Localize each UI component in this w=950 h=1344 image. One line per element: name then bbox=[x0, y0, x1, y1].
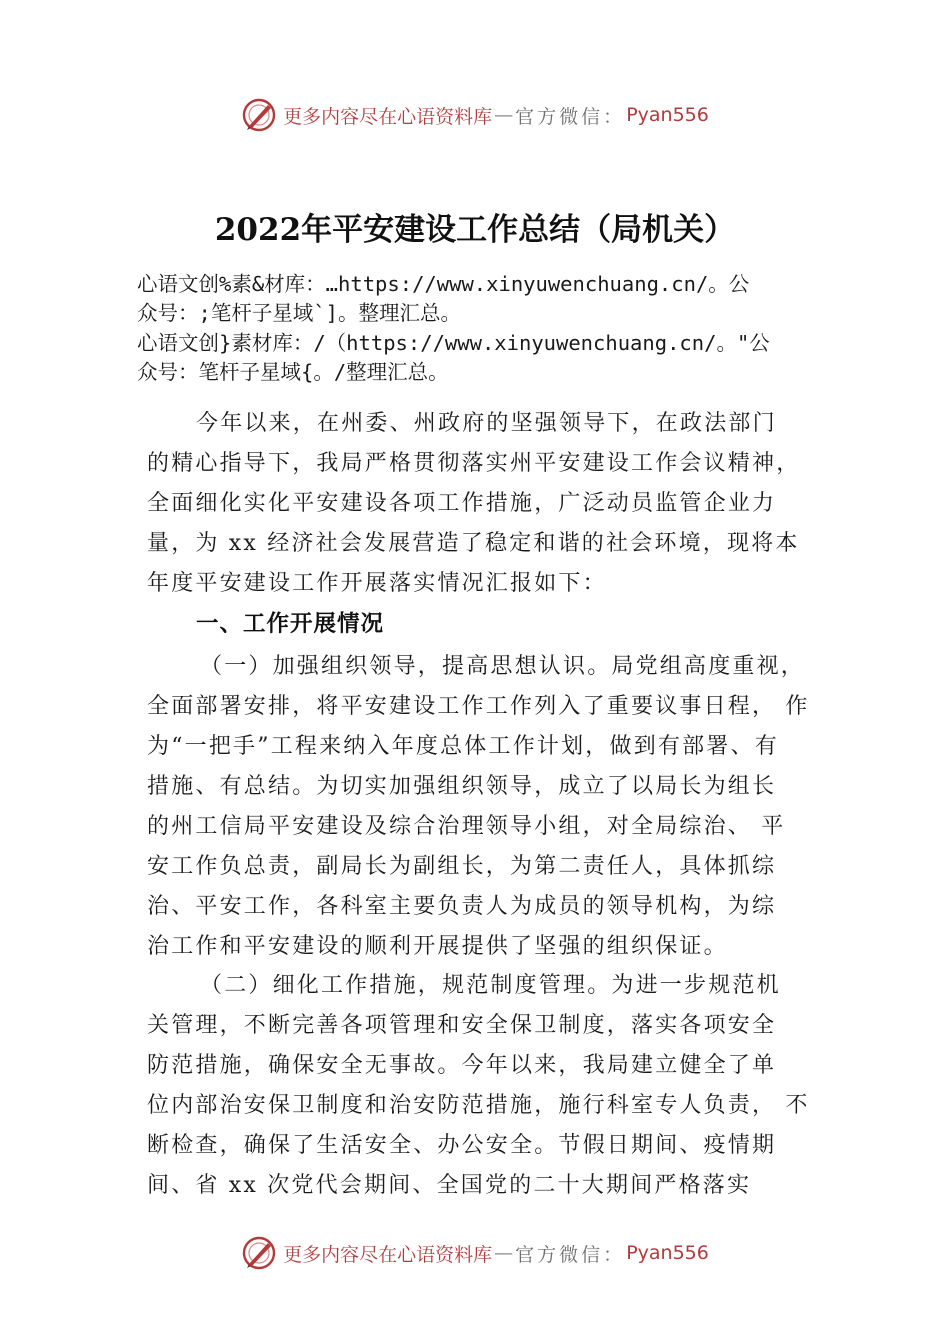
para2-line: 防范措施，确保安全无事故。今年以来，我局建立健全了单 bbox=[147, 1053, 777, 1078]
intro-line: 年度平安建设工作开展落实情况汇报如下： bbox=[147, 571, 607, 596]
para1-line: （一）加强组织领导，提高思想认识。局党组高度重视， bbox=[200, 654, 806, 679]
banner-colon: ： bbox=[603, 105, 623, 128]
banner-wechat-id: Pyan556 bbox=[626, 1242, 709, 1264]
footer-watermark-banner bbox=[0, 1233, 950, 1273]
para1-line: 的州工信局平安建设及综合治理领导小组，对全局综治、 平 bbox=[147, 814, 786, 839]
header-watermark-banner bbox=[0, 95, 950, 135]
para2-line: 断检查，确保了生活安全、办公安全。节假日期间、疫情期 bbox=[147, 1133, 777, 1158]
section-heading: 一、工作开展情况 bbox=[196, 611, 385, 637]
intro-line: 全面细化实化平安建设各项工作措施，广泛动员监管企业力 bbox=[147, 491, 777, 516]
source-line: 心语文创%素&材库：…https://www.xinyuwenchuang.cn/。公 bbox=[137, 272, 750, 296]
intro-line: 的精心指导下，我局严格贯彻落实州平安建设工作会议精神， bbox=[147, 451, 801, 476]
intro-line: 量，为 xx 经济社会发展营造了稳定和谐的社会环境，现将本 bbox=[147, 531, 800, 556]
banner-main-text: 更多内容尽在心语资料库 bbox=[283, 105, 493, 128]
source-line: 众号：笔杆子星域{。/整理汇总。 bbox=[137, 360, 449, 384]
para1-line: 安工作负总责，副局长为副组长，为第二责任人，具体抓综 bbox=[147, 854, 777, 879]
banner-dash: — bbox=[494, 1242, 514, 1264]
para1-line: 治、平安工作，各科室主要负责人为成员的领导机构，为综 bbox=[147, 894, 777, 919]
para1-line: 措施、有总结。为切实加强组织领导，成立了以局长为组长 bbox=[147, 774, 777, 799]
banner-wechat-id: Pyan556 bbox=[626, 104, 709, 126]
para1-line: 全面部署安排，将平安建设工作工作列入了重要议事日程， 作 bbox=[147, 694, 810, 719]
para2-line: （二）细化工作措施，规范制度管理。为进一步规范机 bbox=[200, 973, 781, 998]
source-line: 心语文创}素材库：/（https://www.xinyuwenchuang.cn/。"公 bbox=[137, 331, 770, 355]
para2-line: 位内部治安保卫制度和治安防范措施，施行科室专人负责， 不 bbox=[147, 1093, 810, 1118]
para2-line: 间、省 xx 次党代会期间、全国党的二十大期间严格落实 bbox=[147, 1173, 752, 1198]
para2-line: 关管理，不断完善各项管理和安全保卫制度，落实各项安全 bbox=[147, 1013, 777, 1038]
para1-line: 治工作和平安建设的顺利开展提供了坚强的组织保证。 bbox=[147, 934, 728, 959]
document-title: 2022年平安建设工作总结（局机关） bbox=[214, 212, 736, 248]
banner-main-text: 更多内容尽在心语资料库 bbox=[283, 1243, 493, 1266]
pen-logo-icon bbox=[241, 97, 277, 133]
pen-logo-icon bbox=[241, 1235, 277, 1271]
source-line: 众号：;笔杆子星域`]。整理汇总。 bbox=[137, 301, 462, 325]
para1-line: 为“一把手”工程来纳入年度总体工作计划，做到有部署、有 bbox=[147, 734, 779, 759]
banner-wechat-label: 官方微信 bbox=[515, 105, 604, 128]
banner-colon: ： bbox=[603, 1243, 623, 1266]
banner-wechat-label: 官方微信 bbox=[515, 1243, 604, 1266]
banner-dash: — bbox=[494, 104, 514, 126]
intro-line: 今年以来，在州委、州政府的坚强领导下，在政法部门 bbox=[196, 411, 777, 436]
